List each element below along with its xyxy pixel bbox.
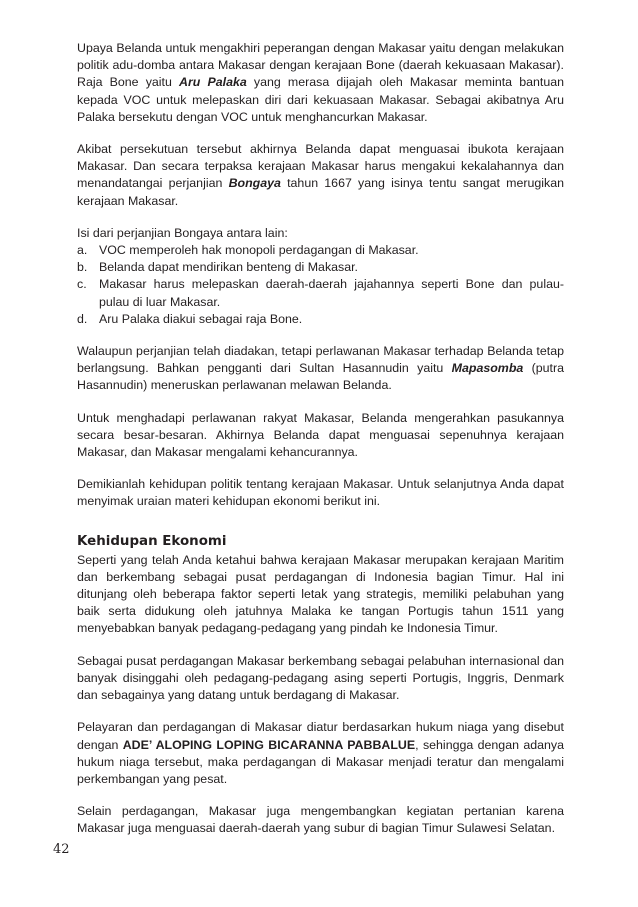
- body-text: [77, 40, 564, 853]
- emphasis-bongaya: Bongaya: [228, 176, 281, 191]
- paragraph-9: Pelayaran dan perdagangan di Makasar diatur berdasarkan hukum niaga yang disebut dengan ADE’ ALOPING LOPING BICARANNA PABBALUE, sehingga dengan adanya hukum niaga tersebut, maka perdagangan di Makasar menjadi teratur dan mengalami perkembangan yang pesat.: [77, 720, 565, 786]
- list-item: [77, 259, 564, 276]
- paragraph-4: Walaupun perjanjian telah diadakan, tetapi perlawanan Makasar terhadap Belanda tetap berlangsung. Bahkan pengganti dari Sultan Hasannudin yaitu Mapasomba (putra Hasannudin) meneruskan perlawanan melawan Belanda.: [77, 344, 565, 393]
- list-item: [77, 242, 564, 259]
- paragraph-5: Untuk menghadapi perlawanan rakyat Makasar, Belanda mengerahkan pasukannya secara besar-besaran. Akhirnya Belanda dapat menguasai sepenuhnya kerajaan Makasar, dan Makasar mengalami kehancurannya.: [77, 410, 564, 460]
- list-item-text: Belanda dapat mendirikan benteng di Makasar.: [99, 260, 358, 275]
- list-marker: d.: [77, 311, 88, 326]
- list-item: [77, 276, 564, 310]
- list-item: [77, 311, 564, 328]
- paragraph-1: Upaya Belanda untuk mengakhiri peperangan dengan Makasar yaitu dengan melakukan politik adu-domba antara Makasar dengan kerajaan Bone (daerah kekuasaan Makasar). Raja Bone yaitu Aru Palaka yang merasa dijajah oleh Makasar meminta bantuan kepada VOC untuk melepaskan diri dari kekuasaan Makasar. Sebagai akibatnya Aru Palaka bersekutu dengan VOC untuk menghancurkan Makasar.: [77, 41, 565, 124]
- treaty-list: [77, 242, 564, 328]
- emphasis-aru-palaka: Aru Palaka: [179, 75, 247, 90]
- emphasis-mapasomba: Mapasomba: [451, 361, 524, 376]
- list-marker: b.: [77, 260, 88, 275]
- list-item-text: VOC memperoleh hak monopoli perdagangan di Makasar.: [99, 243, 419, 258]
- list-marker: a.: [77, 243, 88, 258]
- paragraph-6: Demikianlah kehidupan politik tentang kerajaan Makasar. Untuk selanjutnya Anda dapat menyimak uraian materi kehidupan ekonomi berikut ini.: [77, 477, 564, 509]
- list-item-text: Makasar harus melepaskan daerah-daerah jajahannya seperti Bone dan pulau-pulau di luar Makasar.: [99, 277, 564, 309]
- list-marker: c.: [77, 277, 87, 292]
- paragraph-8: Sebagai pusat perdagangan Makasar berkembang sebagai pelabuhan internasional dan banyak disinggahi oleh pedagang-pedagang asing seperti Portugis, Inggris, Denmark dan sebagainya yang datang untuk berdagang di Makasar.: [77, 653, 564, 703]
- paragraph-10: Selain perdagangan, Makasar juga mengembangkan kegiatan pertanian karena Makasar juga menguasai daerah-daerah yang subur di bagian Timur Sulawesi Selatan.: [77, 804, 564, 836]
- section-heading: Kehidupan Ekonomi: [77, 533, 227, 549]
- paragraph-2: Akibat persekutuan tersebut akhirnya Belanda dapat menguasai ibukota kerajaan Makasar. Dan secara terpaksa kerajaan Makasar harus mengakui kekalahannya dan menandatangai perjanjian Bongaya tahun 1667 yang isinya tentu sangat merugikan kerajaan Makasar.: [77, 142, 565, 208]
- page-number: 42: [53, 842, 70, 857]
- list-intro: Isi dari perjanjian Bongaya antara lain:: [77, 225, 288, 240]
- paragraph-7: Seperti yang telah Anda ketahui bahwa kerajaan Makasar merupakan kerajaan Maritim dan berkembang sebagai pusat perdagangan di Indonesia bagian Timur. Hal ini ditunjang oleh beberapa faktor seperti letak yang strategis, memiliki pelabuhan yang baik serta didukung oleh jatuhnya Malaka ke tangan Portugis tahun 1511 yang menyebabkan banyak pedagang-pedagang yang pindah ke Indonesia Timur.: [77, 552, 564, 636]
- list-item-text: Aru Palaka diakui sebagai raja Bone.: [99, 311, 303, 326]
- emphasis-hukum-niaga: ADE’ ALOPING LOPING BICARANNA PABBALUE: [122, 737, 416, 752]
